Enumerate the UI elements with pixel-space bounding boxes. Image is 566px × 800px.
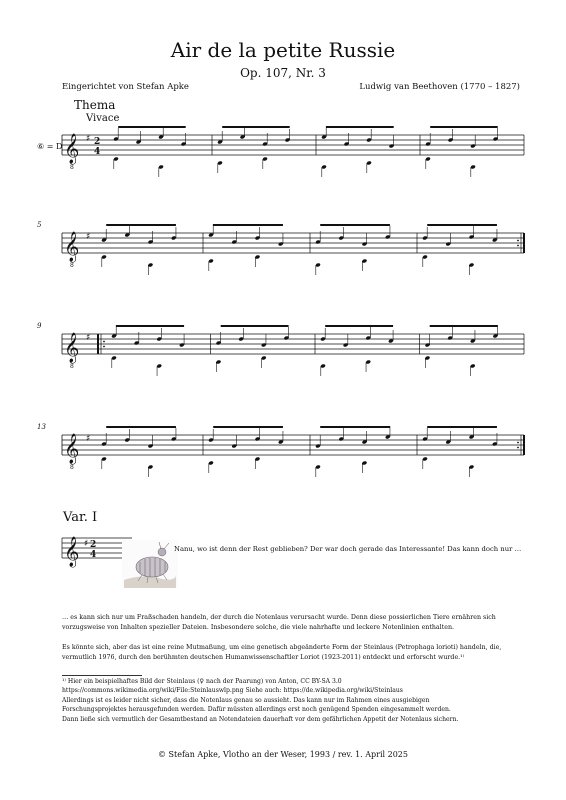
- staff-system: [0, 135, 566, 195]
- footnote: [62, 677, 532, 724]
- footnote-line: Forschungsprojektes herausgefunden werden. Dafür müssten allerdings erst noch genügend Spenden eingesammelt werden.: [62, 706, 451, 714]
- svg-text:8: 8: [70, 363, 74, 370]
- svg-text:8: 8: [70, 262, 74, 269]
- system-number: 9: [37, 322, 42, 330]
- system-number: 13: [37, 423, 46, 431]
- treble-clef-icon: 𝄞: [64, 232, 80, 262]
- svg-text:♯: ♯: [86, 333, 91, 343]
- svg-text:♯: ♯: [84, 539, 89, 549]
- footnote-line: ¹⁾ Hier ein beispielhaftes Bild der Steinlaus (♀ nach der Paarung) von Anton, CC BY-SA 3.0: [62, 678, 342, 685]
- tempo-marking: Vivace: [86, 113, 120, 124]
- staff-system: [0, 435, 566, 495]
- svg-text:♯: ♯: [86, 232, 91, 242]
- svg-text:8: 8: [70, 164, 74, 171]
- copyright-footer: © Stefan Apke, Vlotho an der Weser, 1993 / rev. 1. April 2025: [158, 750, 408, 759]
- staff-system: [0, 334, 566, 394]
- theme-heading: Thema: [74, 98, 116, 112]
- treble-clef-icon: 𝄞: [64, 537, 80, 567]
- notenlaus-illustration: [122, 540, 178, 588]
- story-paragraph-2: Es könnte sich, aber das ist eine reine Mutmaßung, um eine genetisch abgeänderte Form der Steinlaus (Petrophaga lorioti) handeln, die, vermutlich 1976, durch den berühmten deutschen Humanwissenschaftler Loriot (1923-2011) entdeckt und erforscht wurde.¹⁾: [62, 644, 502, 661]
- svg-text:4: 4: [90, 550, 97, 560]
- speech-bubble-text: Nanu, wo ist denn der Rest geblieben? Der war doch gerade das Interessante! Das kann doch nur …: [174, 545, 522, 553]
- arranger-credit: Eingerichtet von Stefan Apke: [62, 82, 189, 92]
- svg-text:2: 2: [90, 540, 97, 550]
- staff-system: [0, 233, 566, 293]
- svg-text:♯: ♯: [86, 434, 91, 444]
- treble-clef-icon: 𝄞: [64, 333, 80, 363]
- composer-credit: Ludwig van Beethoven (1770 – 1827): [359, 82, 520, 92]
- footnote-line: Dann ließe sich vermutlich der Gesamtbestand an Notendateien dauerhaft vor dem gefährlichen Appetit der Notenlaus sichern.: [62, 715, 459, 723]
- svg-text:♯: ♯: [86, 134, 91, 144]
- svg-text:4: 4: [94, 147, 101, 157]
- page-title: Air de la petite Russie: [170, 38, 396, 62]
- tuning-note: ⑥ = D: [37, 142, 63, 151]
- footnote-link: https://commons.wikimedia.org/wiki/File:Steinlauswlp.png Siehe auch: https://de.wikipedia.org/wiki/Steinlaus: [62, 687, 403, 695]
- treble-clef-icon: 𝄞: [64, 134, 80, 164]
- treble-clef-icon: 𝄞: [64, 434, 80, 464]
- footnote-divider: [62, 675, 142, 676]
- svg-text:2: 2: [94, 137, 101, 147]
- story-paragraph-1: … es kann sich nur um Fraßschaden handeln, der durch die Notenlaus verursacht wurde. Denn diese possierlichen Tiere ernähren sich vorzugsweise von Inhalten spezieller Dateien. Insbesondere solche, die viele nahrhafte und leckere Notenlinien enthalten.: [62, 614, 496, 631]
- system-number: 5: [37, 221, 42, 229]
- footnote-line: Allerdings ist es leider nicht sicher, dass die Notenlaus genau so aussieht. Das kann nur im Rahmen eines ausgiebigen: [62, 696, 430, 704]
- svg-text:8: 8: [70, 464, 74, 471]
- variation-heading: Var. I: [63, 510, 98, 525]
- opus-number: Op. 107, Nr. 3: [240, 66, 326, 80]
